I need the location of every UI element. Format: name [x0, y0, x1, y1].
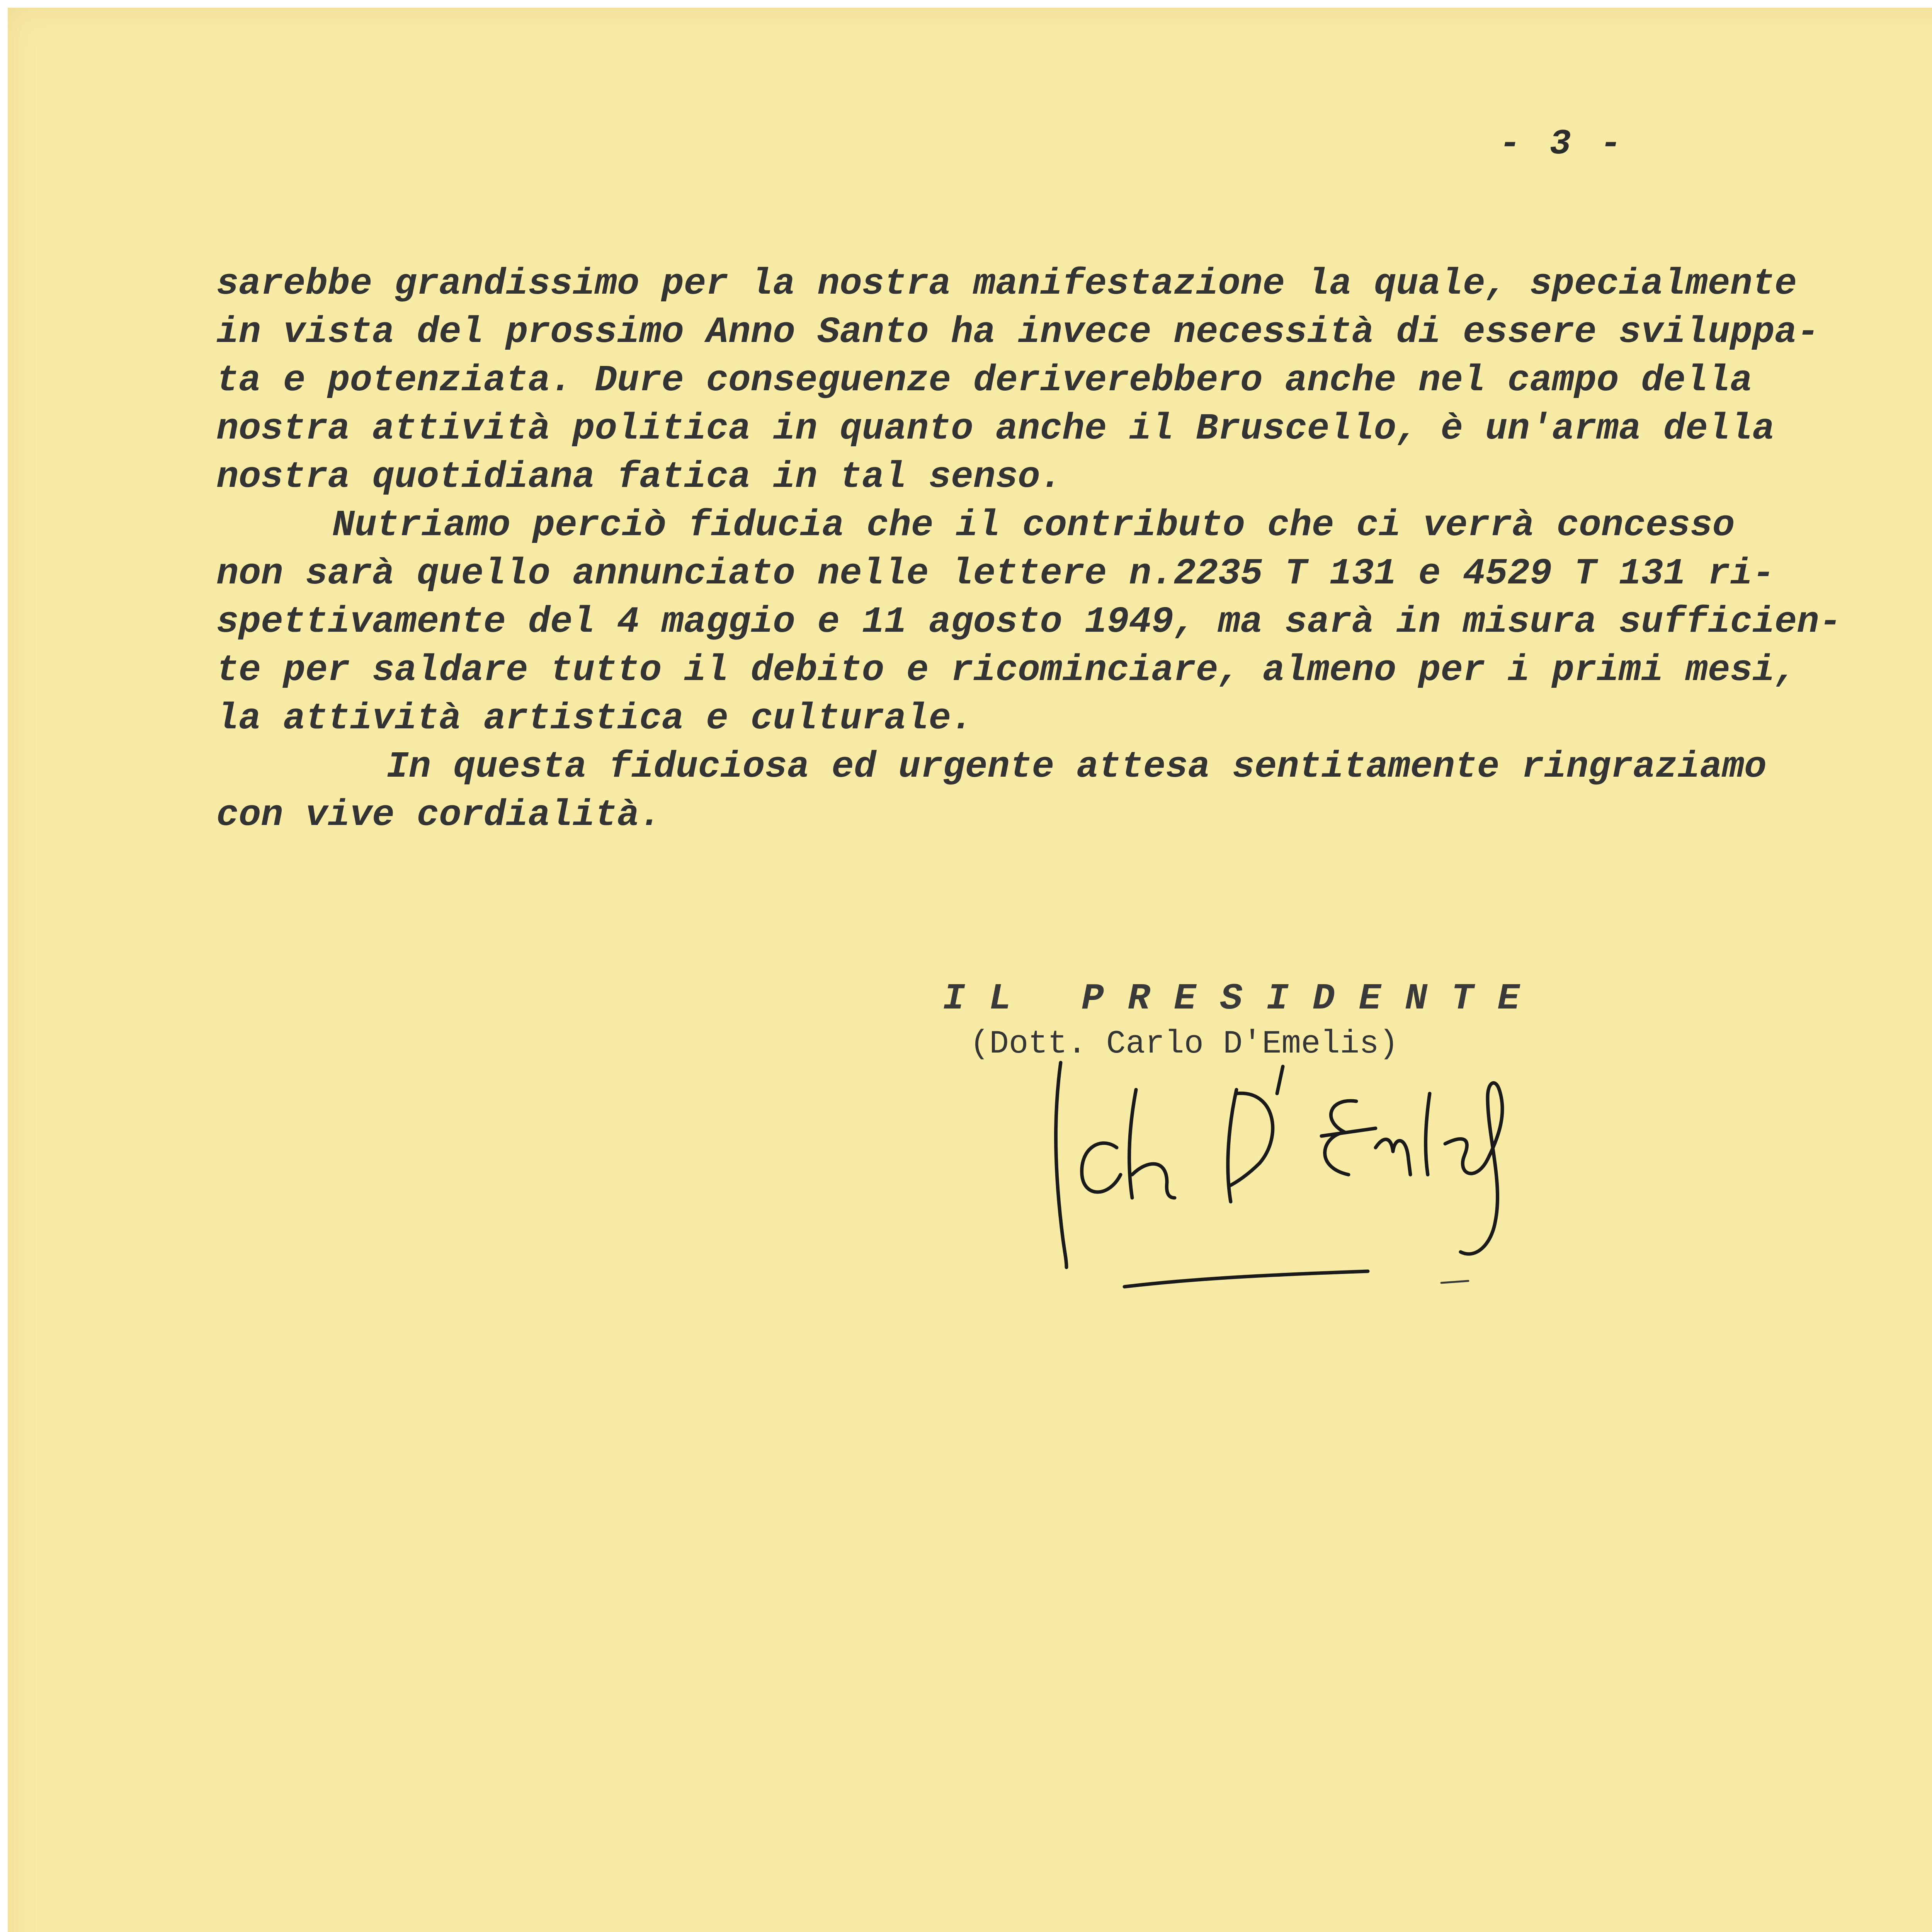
signatory-title: IL PRESIDENTE [943, 978, 1544, 1020]
letter-line: spettivamente del 4 maggio e 11 agosto 1949, ma sarà in misura sufficien- [216, 601, 1842, 643]
letter-line: non sarà quello annunciato nelle lettere n.2235 T 131 e 4529 T 131 ri- [216, 553, 1775, 595]
letter-line: In questa fiduciosa ed urgente attesa sentitamente ringraziamo [386, 746, 1767, 788]
handwritten-signature [1043, 1020, 1584, 1298]
page-number: - 3 - [1499, 124, 1626, 164]
letter-line: con vive cordialità. [216, 794, 662, 836]
signatory-name: (Dott. Carlo D'Emelis) [970, 1026, 1398, 1063]
letter-line: in vista del prossimo Anno Santo ha invece necessità di essere sviluppa- [216, 311, 1819, 353]
letter-line: sarebbe grandissimo per la nostra manifestazione la quale, specialmente [216, 263, 1797, 305]
letter-line: Nutriamo perciò fiducia che il contributo che ci verrà concesso [332, 504, 1735, 546]
letter-line: nostra attività politica in quanto anche il Bruscello, è un'arma della [216, 408, 1775, 450]
letter-line: nostra quotidiana fatica in tal senso. [216, 456, 1063, 498]
letter-line: la attività artistica e culturale. [216, 697, 973, 740]
letter-line: ta e potenziata. Dure conseguenze deriverebbero anche nel campo della [216, 359, 1753, 401]
letter-line: te per saldare tutto il debito e ricominciare, almeno per i primi mesi, [216, 649, 1797, 691]
